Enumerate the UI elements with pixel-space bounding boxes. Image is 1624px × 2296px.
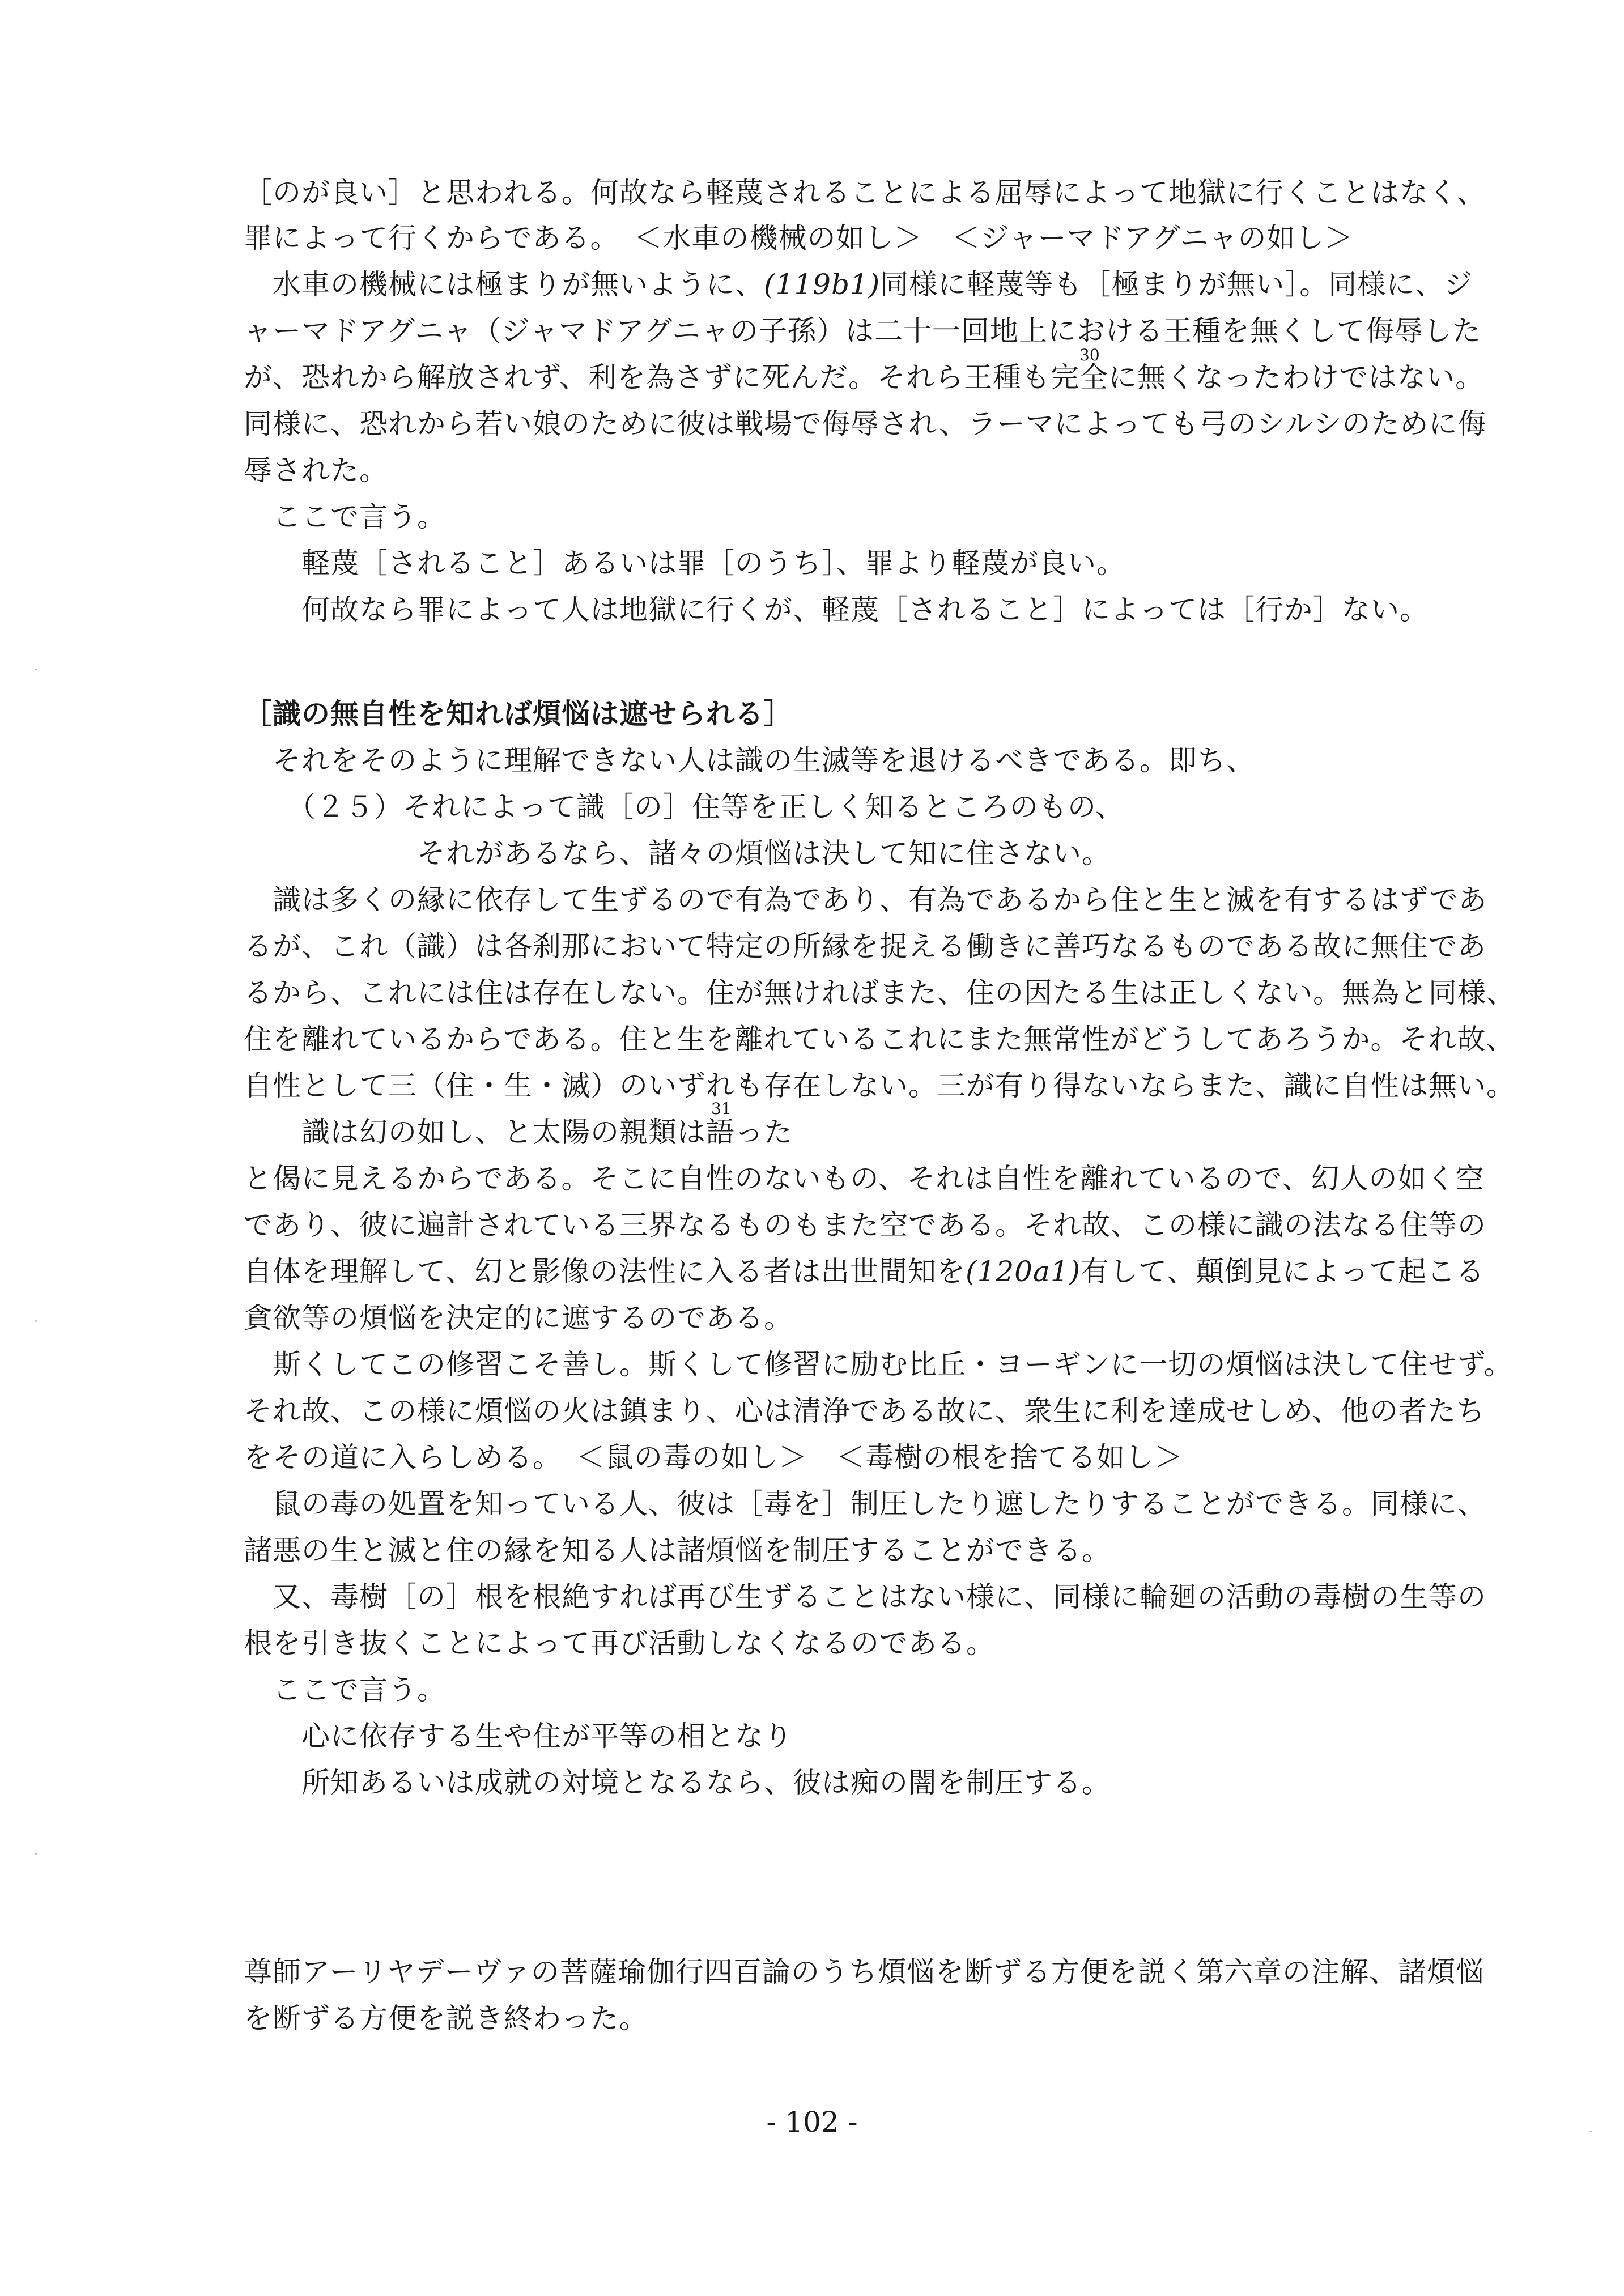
- text-line: 又、毒樹［の］根を根絶すれば再び生ずることはない様に、同様に輪廻の活動の毒樹の生等の: [244, 1580, 1486, 1613]
- text-segment: 自体を理解して、幻と影像の法性に入る者は出世間知を: [244, 1255, 966, 1288]
- verse-line: 所知あるいは成就の対境となるなら、彼は痴の闇を制圧する。: [244, 1766, 1111, 1799]
- text-line: それ故、この様に煩悩の火は鎮まり、心は清浄である故に、衆生に利を達成せしめ、他の者たち: [244, 1394, 1485, 1427]
- text-line: 鼠の毒の処置を知っている人、彼は［毒を］制圧したり遮したりすることができる。同様に、: [244, 1487, 1486, 1520]
- text-line: であり、彼に遍計されている三界なるものもまた空である。それ故、この様に識の法なる住等の: [244, 1209, 1486, 1241]
- footnote-marker: 31: [711, 1099, 732, 1118]
- folio-reference: (120a1): [966, 1255, 1081, 1288]
- text-line: 根を引き抜くことによって再び活動しなくなるのである。: [244, 1627, 995, 1660]
- text-segment: 有して、顛倒見によって起こる: [1081, 1255, 1485, 1288]
- text-line: それをそのように理解できない人は識の生滅等を退けるべきである。即ち、: [244, 744, 1255, 777]
- text-line: 住を離れているからである。住と生を離れているこれにまた無常性がどうしてあろうか。それ故、: [244, 1023, 1515, 1056]
- text-line: ここで言う。: [244, 1673, 446, 1706]
- text-line: るが、これ（識）は各刹那において特定の所縁を捉える働きに善巧なるものである故に無住であ: [244, 930, 1486, 963]
- verse-line: （２５）それによって識［の］住等を正しく知るところのもの、: [244, 790, 1124, 823]
- text-line: 諸悪の生と滅と住の縁を知る人は諸煩悩を制圧することができる。: [244, 1534, 1111, 1567]
- text-line: 同様に、恐れから若い娘のために彼は戦場で侮辱され、ラーマによっても弓のシルシのために侮: [244, 407, 1487, 440]
- text-line: 自性として三（住・生・滅）のいずれも存在しない。三が有り得ないならまた、識に自性は無い。: [244, 1069, 1515, 1102]
- text-line: 斯くしてこの修習こそ善し。斯くして修習に励む比丘・ヨーギンに一切の煩悩は決して住せず。: [244, 1348, 1513, 1381]
- text-line: が、恐れから解放されず、利を為さずに死んだ。それら王種も完全に無くなったわけではない。: [244, 361, 1484, 394]
- footnote-marker: 30: [1079, 346, 1100, 364]
- text-line: 識は多くの縁に依存して生ずるので有為であり、有為であるから住と生と滅を有するはずであ: [244, 883, 1487, 916]
- scan-speck: [35, 1320, 37, 1322]
- text-line: ［のが良い］と思われる。何故なら軽蔑されることによる屈辱によって地獄に行くことはなく、: [244, 176, 1486, 209]
- text-line: 辱された。: [244, 454, 388, 487]
- section-heading: ［識の無自性を知れば煩悩は遮せられる］: [244, 697, 793, 730]
- verse-line: 識は幻の如し、と太陽の親類は語った: [244, 1116, 793, 1149]
- page-number: - 102 -: [766, 2106, 858, 2138]
- scan-speck: [35, 1853, 37, 1855]
- scan-speck: [35, 669, 37, 670]
- text-line: 貪欲等の煩悩を決定的に遮するのである。: [244, 1302, 793, 1334]
- folio-reference: (119b1): [764, 268, 881, 301]
- verse-line: それがあるなら、諸々の煩悩は決して知に住さない。: [244, 837, 1111, 870]
- verse-line: 軽蔑［されること］あるいは罪［のうち］、罪より軽蔑が良い。: [244, 547, 1125, 580]
- scan-speck: [1590, 2131, 1592, 2132]
- verse-line: 心に依存する生や住が平等の相となり: [244, 1720, 793, 1753]
- colophon-line: 尊師アーリヤデーヴァの菩薩瑜伽行四百論のうち煩悩を断ずる方便を説く第六章の注解、諸煩悩: [244, 1955, 1485, 1988]
- colophon-line: を断ずる方便を説き終わった。: [244, 2002, 648, 2035]
- text-line: ャーマドアグニャ（ジャマドアグニャの子孫）は二十一回地上における王種を無くして侮辱した: [244, 314, 1481, 347]
- text-line: るから、これには住は存在しない。住が無ければまた、住の因たる生は正しくない。無為と同様、: [244, 976, 1515, 1009]
- verse-line: 何故なら罪によって人は地獄に行くが、軽蔑［されること］によっては［行か］ない。: [244, 593, 1429, 626]
- text-line: [244, 1249, 1485, 1294]
- text-segment: 水車の機械には極まりが無いように、: [244, 268, 764, 301]
- text-line: ここで言う。: [244, 500, 446, 533]
- text-segment: 同様に軽蔑等も［極まりが無い］。同様に、ジ: [880, 268, 1473, 301]
- text-line: をその道に入らしめる。 ＜鼠の毒の如し＞ ＜毒樹の根を捨てる如し＞: [244, 1441, 1183, 1474]
- text-line: [244, 262, 1473, 307]
- text-line: 罪によって行くからである。 ＜水車の機械の如し＞ ＜ジャーマドアグニャの如し＞: [244, 222, 1354, 254]
- text-line: と偈に見えるからである。そこに自性のないもの、それは自性を離れているので、幻人の如く空: [244, 1162, 1485, 1195]
